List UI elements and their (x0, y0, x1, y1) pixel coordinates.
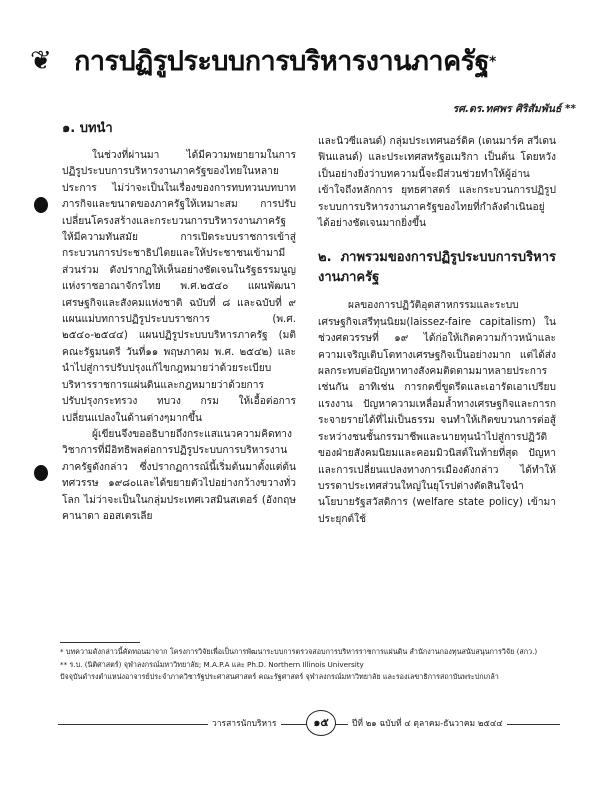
footnote-3: ปัจจุบันดำรงตำแหน่งอาจารย์ประจำภาควิชารัฐประศาสนศาสตร์ คณะรัฐศาสตร์ จุฬาลงกรณ์มหาวิทยาลัย และรองเลขาธิการสถาบันพระปกเกล้า (60, 672, 499, 681)
binder-hole-mark (34, 465, 48, 481)
journal-name: วารสารนักบริหาร (208, 716, 281, 730)
title-bullet-ornament: ❦ (30, 46, 52, 76)
section-heading-2: ๒. ภาพรวมของการปฏิรูประบบการบริหารงานภาครัฐ (318, 250, 556, 286)
author-line: รศ.ดร.ทศพร ศิริสัมพันธ์ ** (452, 103, 576, 115)
title-text: การปฏิรูประบบการบริหารงานภาครัฐ (74, 46, 490, 77)
page-footer (58, 716, 560, 732)
left-column (62, 120, 296, 525)
footnote-divider (60, 642, 140, 643)
page-number: ๑๕ (306, 710, 336, 736)
right-column (318, 134, 556, 528)
title-footnote-mark: * (489, 54, 496, 70)
footnote-1: * บทความดังกล่าวนี้คัดทอนมาจาก โครงการวิจัยเพื่อเป็นการพัฒนาระบบการตรวจสอบการบริหารราชการแผ่นดิน สำนักงานกองทุนสนับสนุนการวิจัย (สกว.) (60, 647, 538, 656)
footnotes (60, 646, 560, 684)
paragraph: และนิวซีแลนด์) กลุ่มประเทศนอร์ดิค (เดนมาร์ค สวีเดน ฟินแลนด์) และประเทศสหรัฐอเมริกา เป็นต้น โดยหวังเป็นอย่างยิ่งว่าบทความนี้จะมีส่วนช่วยทำให้ผู้อ่านเข้าใจถึงหลักการ ยุทธศาสตร์ และกระบวนการปฏิรูประบบการบริหารงานภาครัฐของไทยที่กำลังดำเนินอยู่ได้อย่างชัดเจนมากยิ่งขึ้น (318, 136, 556, 230)
page-title (74, 40, 594, 84)
paragraph: ในช่วงที่ผ่านมา ได้มีความพยายามในการปฏิรูประบบการบริหารงานภาครัฐของไทยในหลายประการ ไม่ว่าจะเป็นในเรื่องของการทบทวนบทบาทภารกิจและขนาดของภาครัฐให้เหมาะสม การปรับเปลี่ยนโครงสร้างและกระบวนการบริหารงานภาครัฐให้มีความทันสมัย การเปิดระบบราชการเข้าสู่กระบวนการประชาธิปไตยและให้ประชาชนเข้ามามีส่วนร่วม ดังปรากฏให้เห็นอย่างชัดเจนในรัฐธรรมนูญแห่งราชอาณาจักรไทย พ.ศ.๒๕๔๐ แผนพัฒนาเศรษฐกิจและสังคมแห่งชาติ ฉบับที่ ๘ และฉบับที่ ๙ แผนแม่บทการปฏิรูประบบราชการ (พ.ศ. ๒๕๔๐-๒๕๔๔) แผนปฏิรูประบบบริหารภาครัฐ (มติคณะรัฐมนตรี วันที่๑๑ พฤษภาคม พ.ศ. ๒๕๔๒) และนำไปสู่การปรับปรุงแก้ไขกฎหมายว่าด้วยระเบียบบริหารราชการแผ่นดินและกฎหมายว่าด้วยการปรับปรุงกระทรวง ทบวง กรม ให้เอื้อต่อการเปลี่ยนแปลงในด้านต่างๆมากขึ้น (62, 150, 296, 424)
paragraph: ผู้เขียนจึงขออธิบายถึงกระแสแนวความคิดทางวิชาการที่มีอิทธิพลต่อการปฏิรูประบบการบริหารงานภาครัฐดังกล่าว ซึ่งปรากฏการณ์นี้เริ่มต้นมาตั้งแต่ต้นทศวรรษ ๑๙๘๐และได้ขยายตัวไปอย่างกว้างขวางทั่วโลก ไม่ว่าจะเป็นในกลุ่มประเทศเวสมินสเตอร์ (อังกฤษ คานาดา ออสเตรเลีย (62, 428, 296, 522)
section-heading-1: ๑. บทนำ (62, 121, 113, 136)
binder-hole-mark (34, 197, 48, 213)
paragraph: ผลของการปฏิวัติอุตสาหกรรมและระบบเศรษฐกิจเสรีทุนนิยม(laissez-faire capitalism) ในช่วงศตวรรษที่ ๑๙ ได้ก่อให้เกิดความก้าวหน้าและความเจริญเติบโตทางเศรษฐกิจเป็นอย่างมาก แต่ได้ส่งผลกระทบต่อปัญหาทางสังคมติดตามมาหลายประการเช่นกัน อาทิเช่น การกดขี่ขูดรีดและเอารัดเอาเปรียบแรงงาน ปัญหาความเหลื่อมล้ำทางเศรษฐกิจและการกระจายรายได้ที่ไม่เป็นธรรม จนทำให้เกิดขบวนการต่อสู้ระหว่างชนชั้นกรรมาชีพและนายทุนนำไปสู่การปฏิวัติของฝ่ายสังคมนิยมและคอมมิวนิสต์ในท้ายที่สุด ปัญหาและการเปลี่ยนแปลงทางการเมืองดังกล่าว ได้ทำให้บรรดาประเทศส่วนใหญ่ในยุโรปต่างตัดสินใจนำนโยบายรัฐสวัสดิการ (welfare state policy) เข้ามาประยุกต์ใช้ (318, 300, 556, 525)
issue-info: ปีที่ ๒๑ ฉบับที่ ๔ ตุลาคม-ธันวาคม ๒๕๔๔ (348, 716, 507, 730)
footnote-2: ** ร.บ. (นิติศาสตร์) จุฬาลงกรณ์มหาวิทยาลัย; M.A.P.A และ Ph.D. Northern Illinois University (60, 659, 364, 669)
title-row (30, 40, 590, 84)
